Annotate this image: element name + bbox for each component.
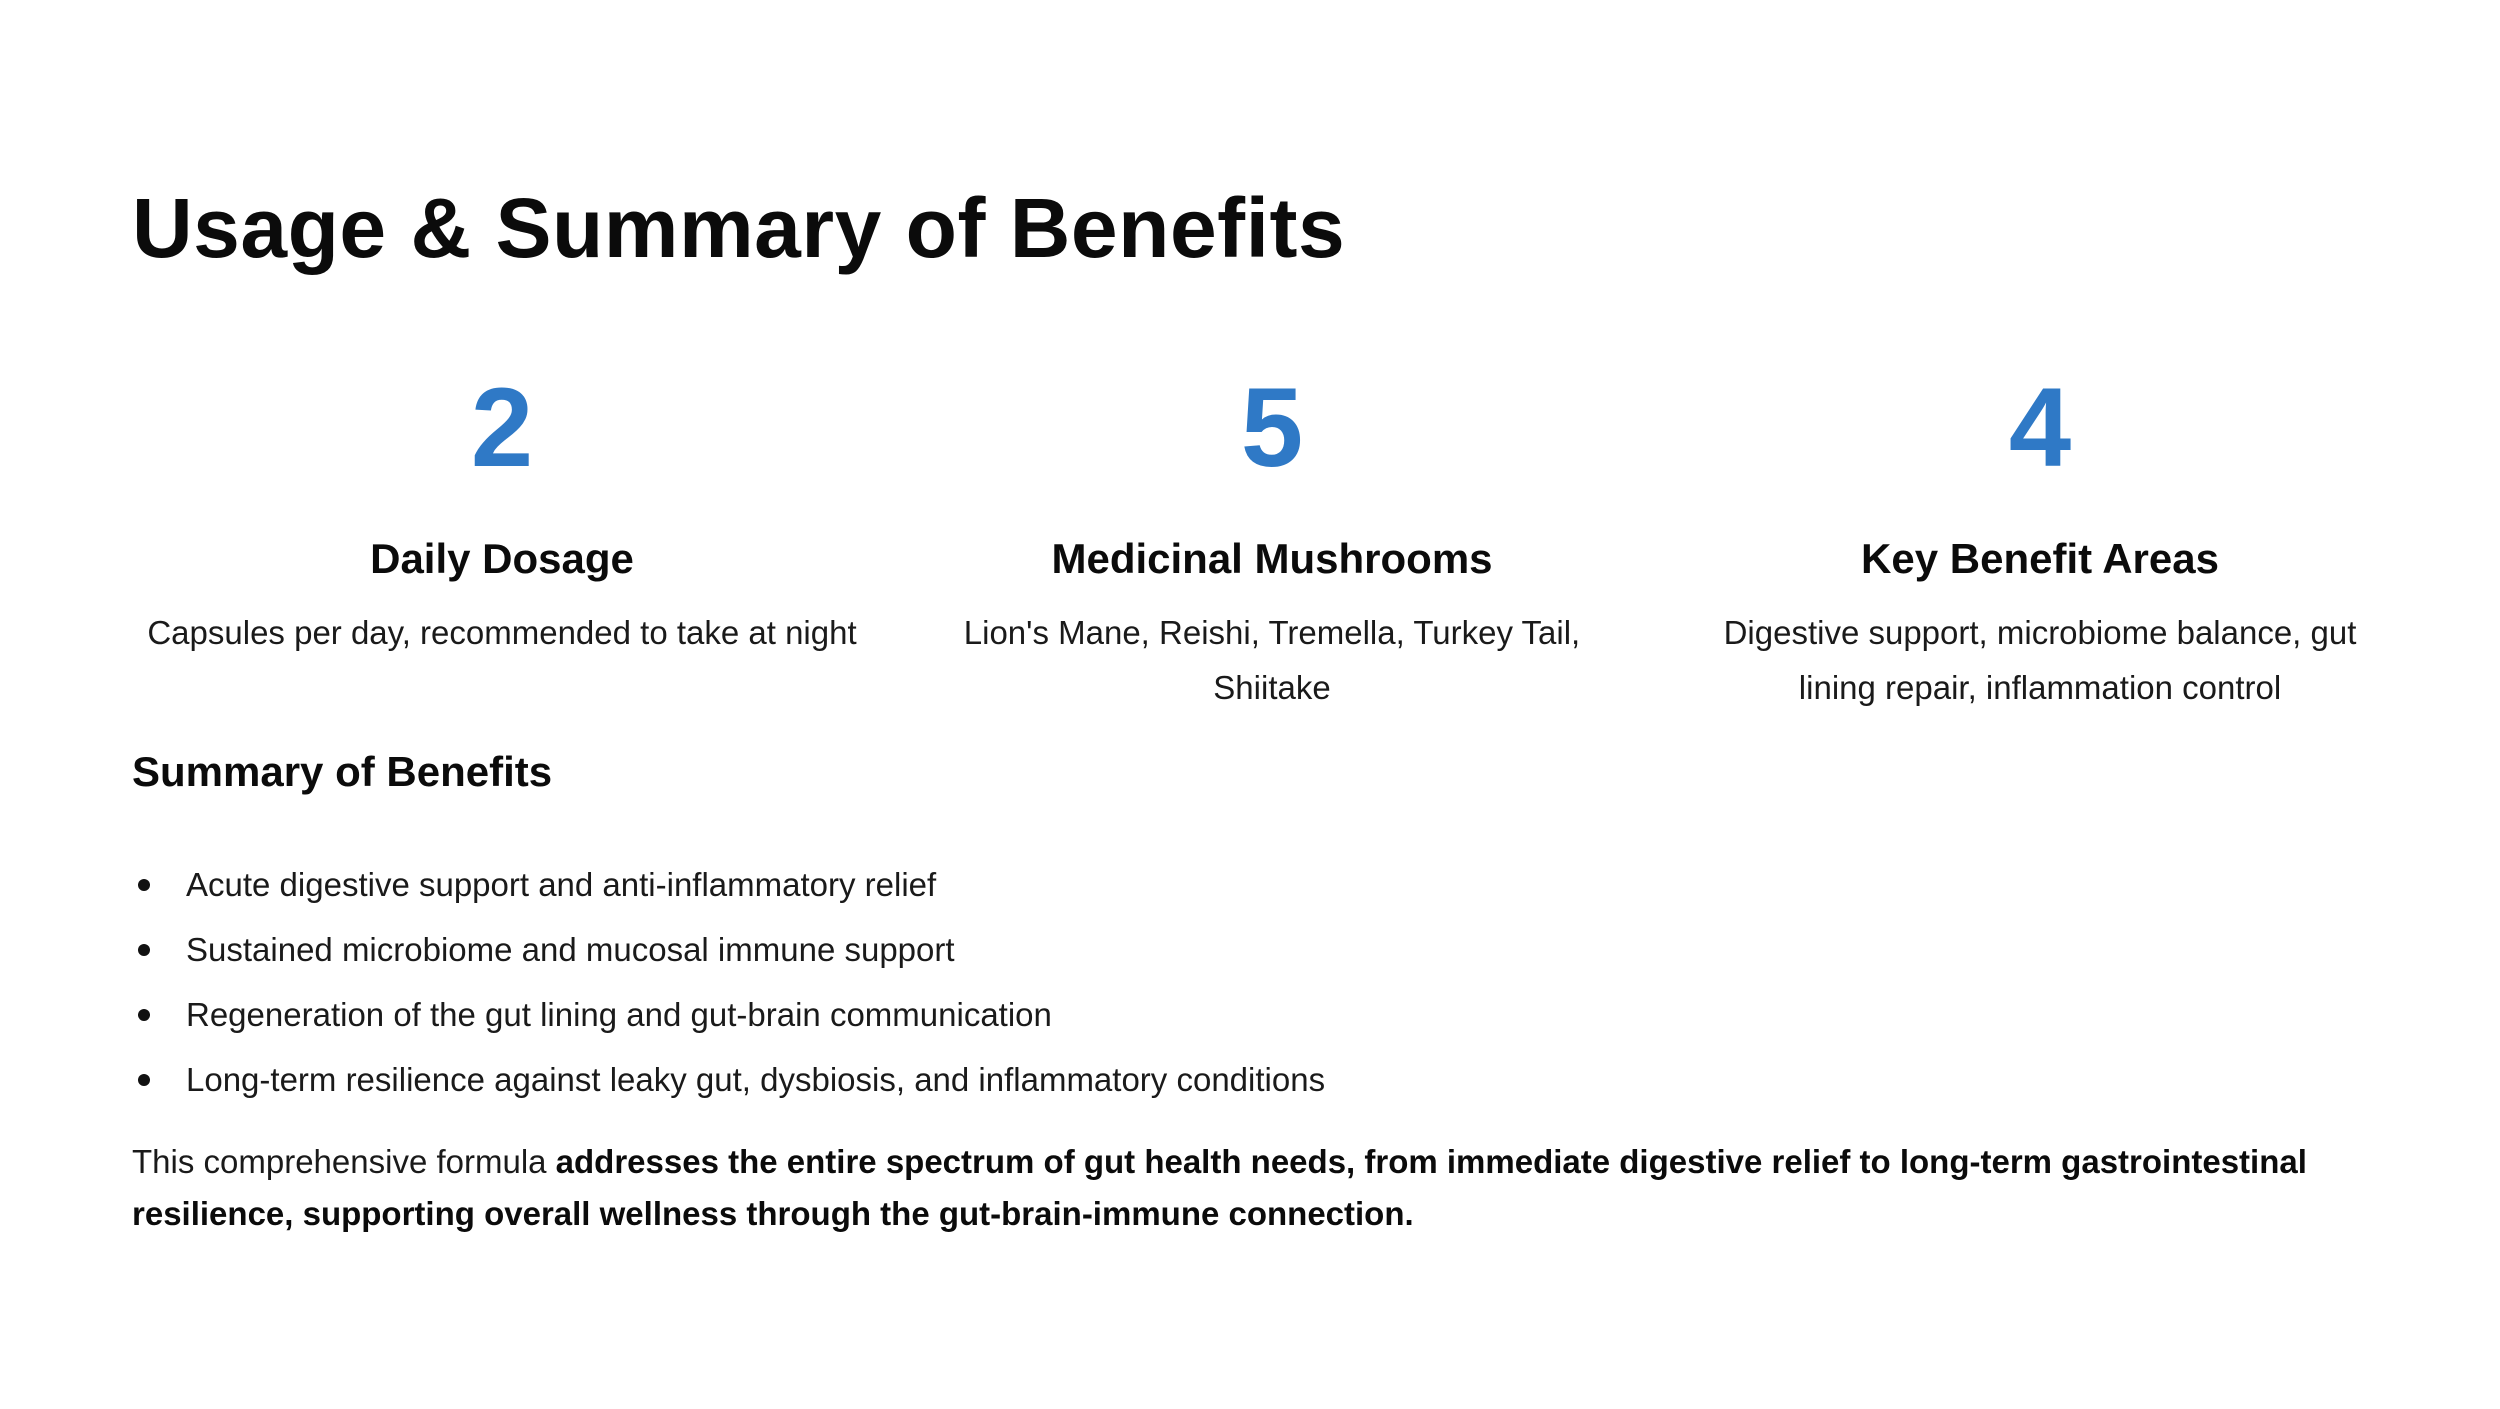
stat-number: 2 [470,365,534,490]
stat-description: Capsules per day, recommended to take at night [147,614,857,652]
bullet-icon [138,879,150,891]
summary-emphasis: addresses the entire spectrum of gut health needs, from immediate digestive relief to long-term gastrointestinal resilience, supporting overall wellness through the gut-brain-immune connection. [132,1143,2307,1233]
bullet-icon [138,944,150,956]
stat-label: Medicinal Mushrooms [1051,535,1493,582]
list-item [132,852,1325,917]
list-item-text: Long-term resilience against leaky gut, dysbiosis, and inflammatory conditions [186,1060,1326,1098]
list-item-text: Regeneration of the gut lining and gut-brain communication [186,995,1052,1033]
stat-description: Digestive support, microbiome balance, gut lining repair, inflammation control [1723,614,2357,706]
stat-label: Daily Dosage [370,535,634,582]
summary-of-benefits-heading: Summary of Benefits [132,748,553,795]
page-title: Usage & Summary of Benefits [132,181,1346,275]
stat-daily-dosage [132,360,872,661]
benefits-list [132,852,1325,1112]
bullet-icon [138,1009,150,1021]
list-item-text: Sustained microbiome and mucosal immune support [186,930,955,968]
list-item-text: Acute digestive support and anti-inflammatory relief [186,865,937,903]
summary-paragraph [132,1136,2332,1240]
summary-intro: This comprehensive formula [132,1143,556,1180]
stats-row [132,360,2432,706]
list-item [132,1047,1325,1112]
stat-medicinal-mushrooms [902,360,1642,715]
stat-number: 4 [2008,365,2072,490]
stat-label: Key Benefit Areas [1861,535,2219,582]
list-item [132,917,1325,982]
bullet-icon [138,1074,150,1086]
stat-description: Lion's Mane, Reishi, Tremella, Turkey Tail, Shiitake [963,614,1581,706]
stat-key-benefit-areas [1670,360,2410,715]
stat-number: 5 [1240,365,1304,490]
list-item [132,982,1325,1047]
